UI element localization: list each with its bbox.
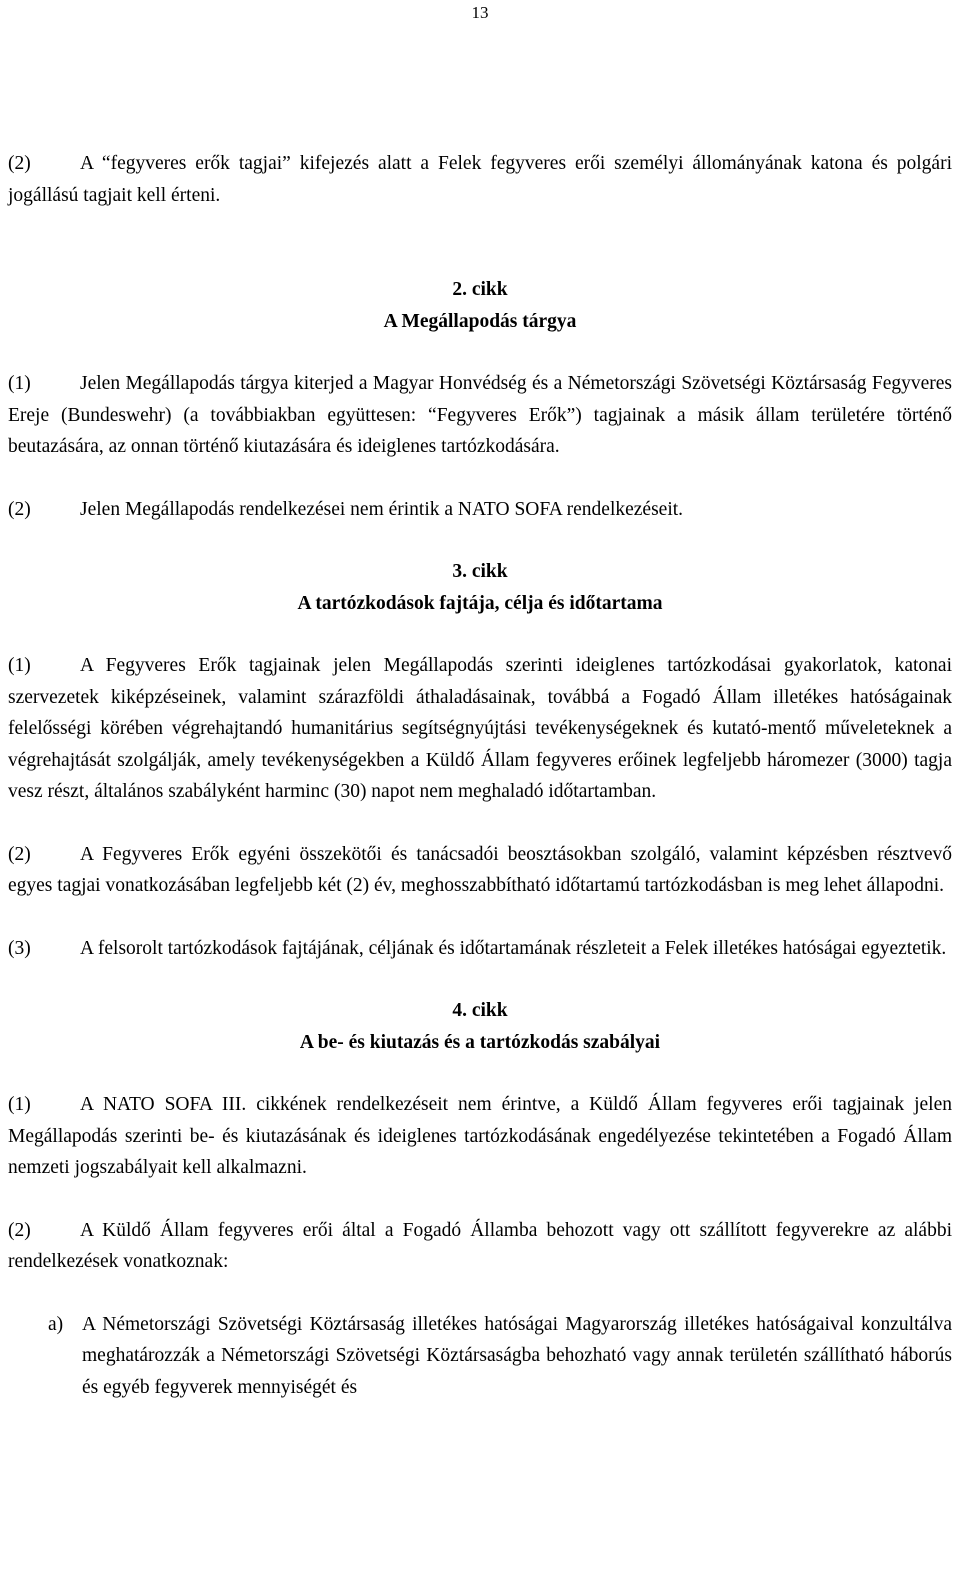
paragraph [8,1215,952,1278]
paragraph [8,650,952,808]
page-number: 13 [471,3,489,22]
document-body [8,148,952,1403]
paragraph-number: (2) [8,153,31,174]
paragraph-number: (1) [8,373,31,394]
list-item-marker: a) [48,1313,64,1335]
paragraph [8,148,952,211]
article-title: A Megállapodás tárgya [383,310,577,332]
article-number: 4. cikk [452,1000,508,1021]
paragraph-number: (2) [8,498,31,520]
paragraph-text: A felsorolt tartózkodások fajtájának, céljának és időtartamának részleteit a Felek illetékes hatóságai egyeztetik. [80,937,947,959]
paragraph [8,494,952,526]
paragraph-number: (3) [8,937,31,959]
paragraph [8,1089,952,1184]
paragraph-text: A Küldő Állam fegyveres erői által a Fogadó Államba behozott vagy ott szállított fegyverekre az alábbi rendelkezések vonatkoznak: [8,1219,952,1272]
paragraph-text: A NATO SOFA III. cikkének rendelkezéseit nem érintve, a Küldő Állam fegyveres erői tagjainak jelen Megállapodás szerinti be- és kiutazásának és ideiglenes tartózkodásának engedélyezése tekintetében a Fogadó Állam nemzeti jogszabályait kell alkalmazni. [8,1094,952,1178]
paragraph-text: A Fegyveres Erők egyéni összekötői és tanácsadói beosztásokban szolgáló, valamint képzésben résztvevő egyes tagjai vonatkozásában legfeljebb két (2) év, meghosszabbítható időtartamú tartózkodásban is meg lehet állapodni. [8,843,952,896]
paragraph-number: (2) [8,1219,31,1241]
article-title: A be- és kiutazás és a tartózkodás szabályai [299,1031,661,1053]
list-item-text: A Németországi Szövetségi Köztársaság illetékes hatóságai Magyarország illetékes hatóságaival konzultálva meghatározzák a Németországi Szövetségi Köztársaságba behozható vagy annak területén szállítható háborús és egyéb fegyverek mennyiségét és [82,1313,952,1398]
list-item [48,1309,952,1404]
paragraph-text: A “fegyveres erők tagjai” kifejezés alatt a Felek fegyveres erői személyi állományának katona és polgári jogállású tagjait kell érteni. [8,153,952,206]
paragraph-number: (1) [8,655,31,676]
paragraph-text: Jelen Megállapodás rendelkezései nem érintik a NATO SOFA rendelkezéseit. [80,498,684,520]
paragraph [8,933,952,965]
article-number: 2. cikk [452,279,508,300]
paragraph-text: Jelen Megállapodás tárgya kiterjed a Magyar Honvédség és a Németországi Szövetségi Köztársaság Fegyveres Ereje (Bundeswehr) (a továbbiakban együttesen: “Fegyveres Erők”) tagjainak a másik állam területére történő beutazására, az onnan történő kiutazására és ideiglenes tartózkodására. [8,373,952,457]
article-title: A tartózkodások fajtája, célja és időtartama [297,592,663,614]
paragraph-number: (2) [8,843,31,865]
article-number: 3. cikk [452,561,508,582]
paragraph [8,839,952,902]
paragraph [8,368,952,463]
paragraph-number: (1) [8,1094,31,1115]
paragraph-text: A Fegyveres Erők tagjainak jelen Megállapodás szerinti ideiglenes tartózkodásai gyakorlatok, katonai szervezetek kiképzéseinek, valamint szárazföldi áthaladásainak, továbbá a Fogadó Állam illetékes hatóságainak felelősségi körében végrehajtandó humanitárius segítségnyújtási tevékenységeknek és kutató-mentő műveleteknek a végrehajtását szolgálják, amely tevékenységekben a Küldő Állam fegyveres erőinek legfeljebb háromezer (3000) tagja vesz részt, általános szabályként harminc (30) napot nem meghaladó időtartamban. [8,655,952,802]
